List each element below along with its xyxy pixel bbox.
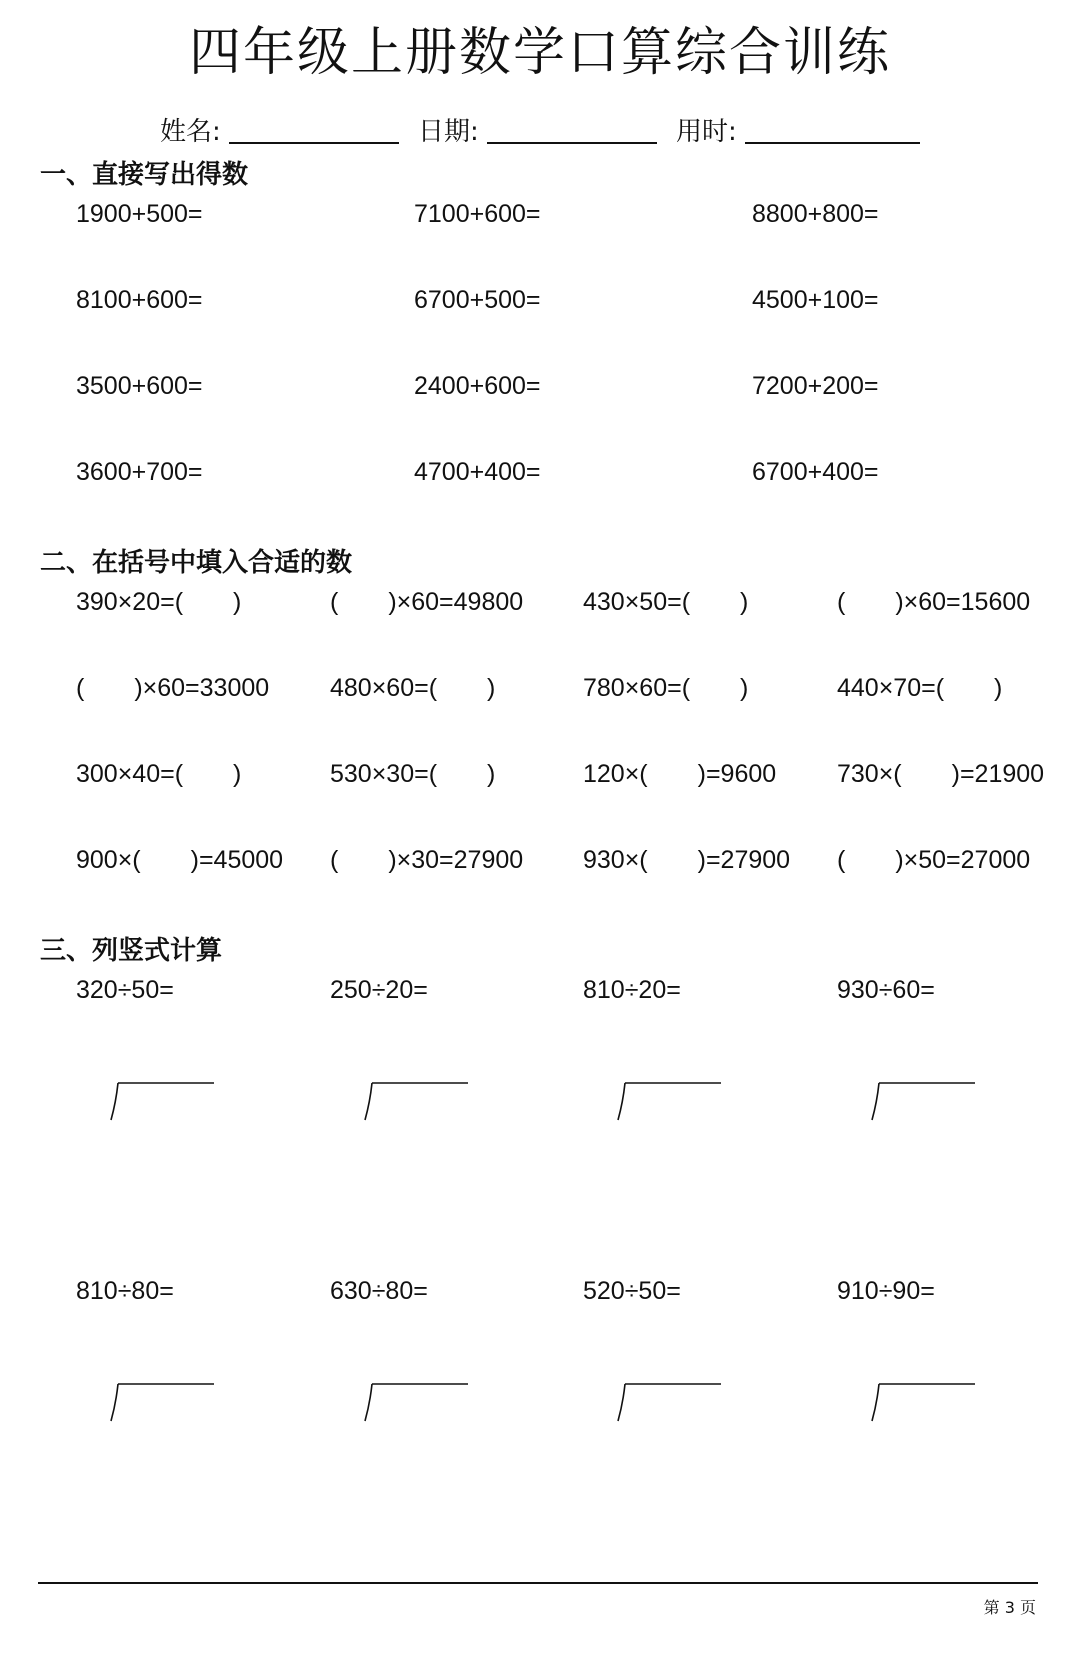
s3-problem: 810÷20= [583, 976, 681, 1004]
s3-problem: 250÷20= [330, 976, 428, 1004]
s2-problem: 440×70=( ) [837, 674, 1003, 702]
division-bracket-icon [615, 1082, 725, 1122]
s2-problem: ( )×30=27900 [330, 846, 524, 874]
s2-problem: ( )×60=49800 [330, 588, 524, 616]
s1-problem: 6700+500= [414, 286, 541, 314]
s2-problem: 930×( )=27900 [583, 846, 791, 874]
s2-problem: 430×50=( ) [583, 588, 749, 616]
s2-problem: ( )×60=15600 [837, 588, 1031, 616]
date-field [418, 112, 657, 152]
division-bracket-icon [362, 1082, 472, 1122]
s2-problem: 730×( )=21900 [837, 760, 1045, 788]
s1-problem: 3600+700= [76, 458, 203, 486]
division-bracket-icon [869, 1383, 979, 1423]
s2-problem: 530×30=( ) [330, 760, 496, 788]
division-bracket-icon [869, 1082, 979, 1122]
date-label: 日期: [418, 117, 479, 147]
s1-problem: 1900+500= [76, 200, 203, 228]
section-1-heading: 一、直接写出得数 [40, 160, 249, 190]
s1-problem: 8100+600= [76, 286, 203, 314]
division-bracket-icon [108, 1082, 218, 1122]
time-blank[interactable] [745, 142, 920, 144]
s3-problem: 930÷60= [837, 976, 935, 1004]
s2-problem: 390×20=( ) [76, 588, 242, 616]
s2-problem: 480×60=( ) [330, 674, 496, 702]
s3-problem: 910÷90= [837, 1277, 935, 1305]
page-title: 四年级上册数学口算综合训练 [188, 23, 891, 83]
s2-problem: 120×( )=9600 [583, 760, 777, 788]
name-blank[interactable] [229, 142, 399, 144]
section-2-heading: 二、在括号中填入合适的数 [40, 548, 353, 578]
date-blank[interactable] [487, 142, 657, 144]
s2-problem: ( )×60=33000 [76, 674, 270, 702]
s1-problem: 2400+600= [414, 372, 541, 400]
s3-problem: 630÷80= [330, 1277, 428, 1305]
name-label: 姓名: [160, 117, 221, 147]
s1-problem: 7100+600= [414, 200, 541, 228]
s3-problem: 320÷50= [76, 976, 174, 1004]
page-number: 第 3 页 [983, 1598, 1036, 1617]
name-field [160, 112, 399, 152]
s1-problem: 7200+200= [752, 372, 879, 400]
footer-divider [38, 1582, 1038, 1584]
s3-problem: 520÷50= [583, 1277, 681, 1305]
s2-problem: 900×( )=45000 [76, 846, 284, 874]
division-bracket-icon [615, 1383, 725, 1423]
s1-problem: 8800+800= [752, 200, 879, 228]
s2-problem: 300×40=( ) [76, 760, 242, 788]
s2-problem: 780×60=( ) [583, 674, 749, 702]
s3-problem: 810÷80= [76, 1277, 174, 1305]
division-bracket-icon [108, 1383, 218, 1423]
time-label: 用时: [676, 117, 737, 147]
section-3-heading: 三、列竖式计算 [40, 936, 223, 966]
s1-problem: 6700+400= [752, 458, 879, 486]
s2-problem: ( )×50=27000 [837, 846, 1031, 874]
s1-problem: 4700+400= [414, 458, 541, 486]
division-bracket-icon [362, 1383, 472, 1423]
time-field [676, 112, 920, 152]
s1-problem: 4500+100= [752, 286, 879, 314]
s1-problem: 3500+600= [76, 372, 203, 400]
